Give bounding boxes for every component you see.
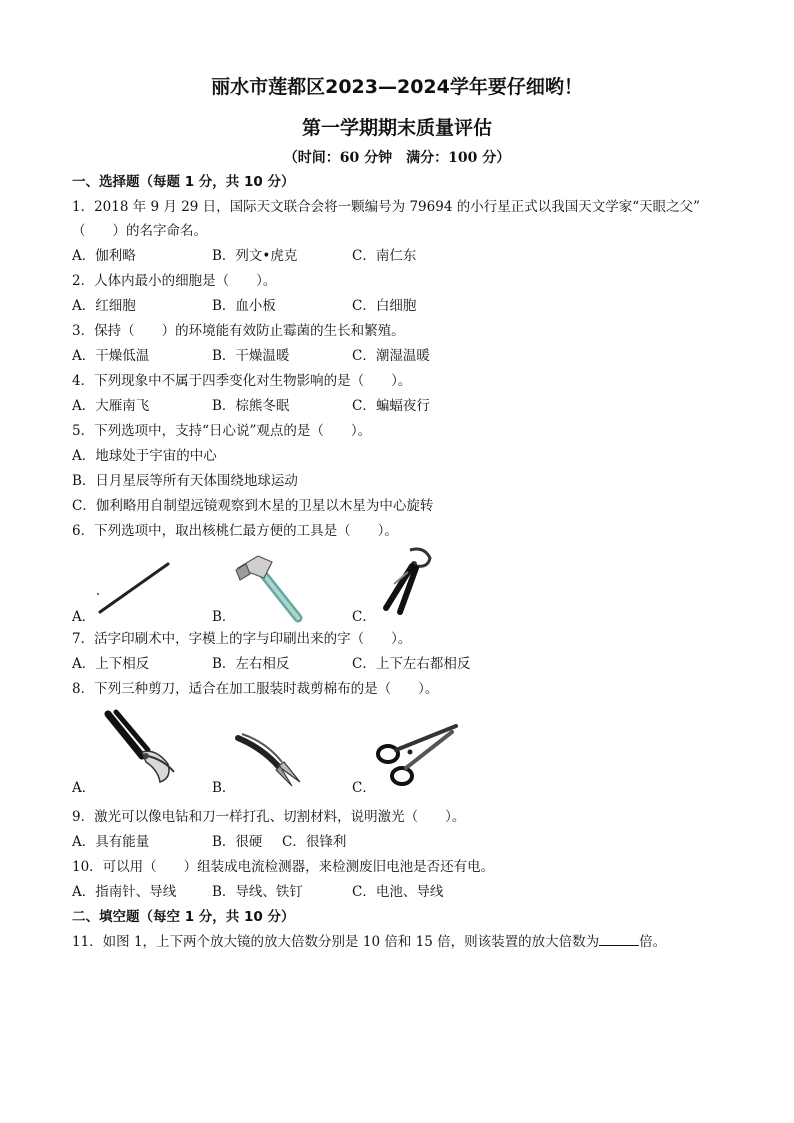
- option-c: C．很锋利: [282, 834, 347, 850]
- exam-title: 丽水市莲都区2023—2024学年要仔细哟！: [211, 76, 583, 98]
- question-9-stem: 9．激光可以像电钻和刀一样打孔、切割材料，说明激光（ ）。: [72, 809, 466, 825]
- section-heading-choice: 一、选择题（每题 1 分，共 10 分）: [72, 174, 295, 190]
- option-c: C．电池、导线: [352, 884, 444, 900]
- pry-bar-icon: [92, 556, 176, 622]
- question-8-option-b: B．: [212, 780, 236, 796]
- question-6-option-c: C．: [352, 609, 376, 625]
- option-b: B．棕熊冬眠: [212, 398, 290, 414]
- option-a: A．大雁南飞: [72, 398, 150, 414]
- thread-snips-icon: [232, 726, 308, 790]
- question-8-option-c: C．: [352, 780, 376, 796]
- option-c: C．白细胞: [352, 298, 417, 314]
- option-b: B．列文•虎克: [212, 248, 298, 264]
- option-b: B．干燥温暖: [212, 348, 290, 364]
- question-11: [72, 933, 666, 951]
- section-heading-fill-blank: 二、填空题（每空 1 分，共 10 分）: [72, 909, 295, 925]
- option-a: A．上下相反: [72, 656, 150, 672]
- question-2-stem: 2．人体内最小的细胞是（ ）。: [72, 273, 277, 289]
- question-10-options: [72, 883, 443, 901]
- question-4-stem: 4．下列现象中不属于四季变化对生物影响的是（ ）。: [72, 373, 412, 389]
- option-c: C．南仁东: [352, 248, 417, 264]
- question-1-options: [72, 247, 416, 265]
- option-b: B．血小板: [212, 298, 276, 314]
- answer-blank[interactable]: [599, 933, 639, 946]
- option-a: A．具有能量: [72, 834, 150, 850]
- question-11-unit: 倍。: [639, 934, 667, 950]
- question-5-stem: 5．下列选项中，支持“日心说”观点的是（ ）。: [72, 423, 372, 439]
- question-9-options: [72, 833, 346, 851]
- hammer-icon: [232, 548, 312, 626]
- option-b: B．导线、铁钉: [212, 884, 303, 900]
- question-5-option-a: A．地球处于宇宙的中心: [72, 448, 217, 464]
- question-5-option-b: B．日月星辰等所有天体围绕地球运动: [72, 473, 298, 489]
- exam-subtitle-term: 第一学期期末质量评估: [301, 117, 492, 139]
- option-b: B．左右相反: [212, 656, 290, 672]
- question-2-options: [72, 297, 416, 315]
- option-c: C．潮湿温暖: [352, 348, 430, 364]
- question-7-stem: 7．活字印刷术中，字模上的字与印刷出来的字（ ）。: [72, 631, 412, 647]
- option-a: A．伽利略: [72, 248, 136, 264]
- question-6-option-b: B．: [212, 609, 236, 625]
- option-c: C．蝙蝠夜行: [352, 398, 430, 414]
- question-8-option-a: A．: [72, 780, 96, 796]
- question-10-stem: 10．可以用（ ）组装成电流检测器，来检测废旧电池是否还有电。: [72, 859, 495, 875]
- fabric-scissors-icon: [372, 718, 462, 790]
- option-a: A．指南针、导线: [72, 884, 177, 900]
- pruning-shears-icon: [98, 708, 182, 788]
- question-6-option-a: A．: [72, 609, 96, 625]
- question-6-stem: 6．下列选项中，取出核桃仁最方便的工具是（ ）。: [72, 523, 398, 539]
- question-1-stem: 1．2018 年 9 月 29 日，国际天文联合会将一颗编号为 79694 的小行星正式以我国天文学家“天眼之父”: [72, 199, 700, 215]
- option-a: A．红细胞: [72, 298, 136, 314]
- question-8-stem: 8．下列三种剪刀，适合在加工服装时裁剪棉布的是（ ）。: [72, 681, 439, 697]
- option-a: A．干燥低温: [72, 348, 150, 364]
- question-5-option-c: C．伽利略用自制望远镜观察到木星的卫星以木星为中心旋转: [72, 498, 434, 514]
- question-4-options: [72, 397, 430, 415]
- question-3-options: [72, 347, 430, 365]
- exam-time-score: （时间：60 分钟 满分：100 分）: [283, 150, 511, 166]
- nutcracker-icon: [372, 544, 438, 616]
- option-c: C．上下左右都相反: [352, 656, 471, 672]
- question-11-stem: 11．如图 1，上下两个放大镜的放大倍数分别是 10 倍和 15 倍，则该装置的放大倍数为: [72, 934, 600, 950]
- option-b: B．很硬: [212, 834, 263, 850]
- question-3-stem: 3．保持（ ）的环境能有效防止霉菌的生长和繁殖。: [72, 323, 405, 339]
- question-1-stem-cont: （ ）的名字命名。: [72, 223, 207, 239]
- question-7-options: [72, 655, 470, 673]
